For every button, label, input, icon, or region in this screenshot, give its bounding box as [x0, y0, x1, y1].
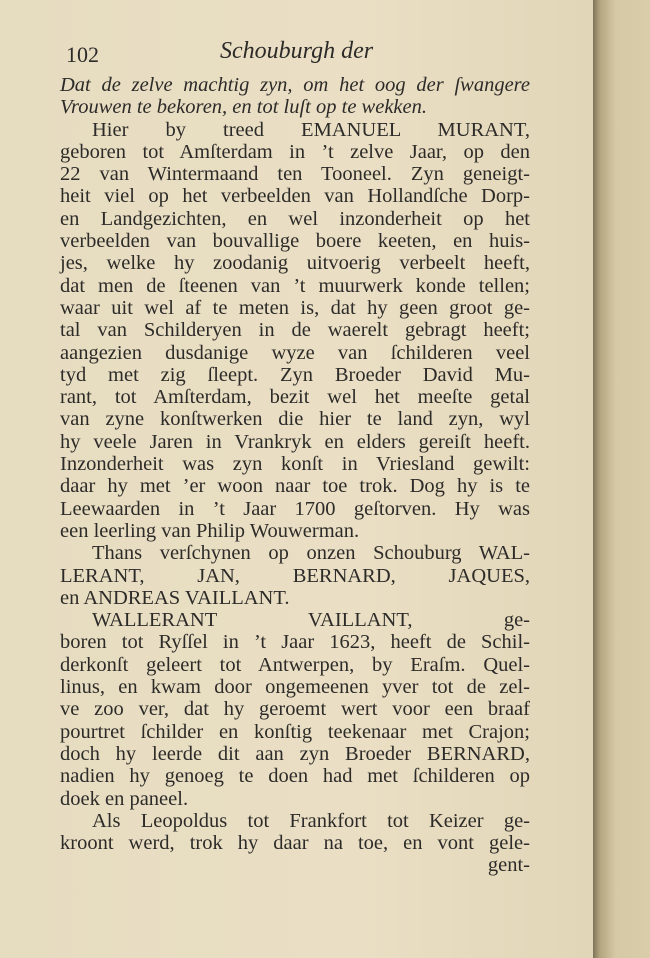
text-line: kroont werd, trok hy daar na toe, en vont gele- — [60, 832, 530, 855]
text-line: aangezien dusdanige wyze van ſchilderen veel — [60, 341, 530, 364]
text-line: 22 van Wintermaand ten Tooneel. Zyn geneigt- — [60, 163, 530, 186]
text-line: linus, en kwam door ongemeenen yver tot de zel- — [60, 676, 530, 699]
catchword: gent- — [487, 854, 530, 877]
page-text — [60, 38, 530, 877]
text-line: Vrouwen te bekoren, en tot luſt op te wekken. — [60, 96, 427, 119]
text-line: en Landgezichten, en wel inzonderheit op het — [60, 207, 530, 230]
text-line: dat men de ſteenen van ’t muurwerk konde tellen; — [60, 274, 530, 297]
text-line: ve zoo ver, dat hy geroemt wert voor een braaf — [60, 698, 530, 721]
page-header — [60, 38, 530, 74]
page-number: 102 — [66, 42, 99, 67]
text-line: van zyne konſtwerken die hier te land zyn, wyl — [60, 408, 530, 431]
text-line: heit viel op het verbeelden van Hollandſche Dorp- — [60, 185, 530, 208]
text-line: WALLERANT VAILLANT, ge- — [92, 609, 530, 632]
text-line: doch hy leerde dit aan zyn Broeder BERNARD, — [60, 742, 530, 765]
text-line: tyd met zig ſleept. Zyn Broeder David Mu- — [60, 363, 530, 386]
text-line: doek en paneel. — [60, 787, 189, 810]
page-gutter — [593, 0, 650, 958]
text-line: Leewaarden in ’t Jaar 1700 geſtorven. Hy was — [60, 497, 530, 520]
text-line: Inzonderheit was zyn konſt in Vriesland gewilt: — [60, 453, 530, 476]
text-line: waar uit wel af te meten is, dat hy geen groot ge- — [60, 296, 530, 319]
text-line: Dat de zelve machtig zyn, om het oog der ſwangere — [60, 74, 530, 96]
text-line: een leerling van Philip Wouwerman. — [60, 519, 360, 542]
text-line: nadien hy genoeg te doen had met ſchilderen op — [60, 765, 530, 788]
text-line: en ANDREAS VAILLANT. — [60, 586, 290, 609]
text-line: jes, welke hy zoodanig uitvoerig verbeelt heeft, — [60, 252, 530, 275]
text-line: Als Leopoldus tot Frankfort tot Keizer ge- — [92, 809, 530, 832]
text-line: LERANT, JAN, BERNARD, JAQUES, — [60, 564, 530, 587]
text-line: derkonſt geleert tot Antwerpen, by Eraſm. Quel- — [60, 653, 530, 676]
text-line: tal van Schilderyen in de waerelt gebragt heeft; — [60, 319, 530, 342]
text-line: Thans verſchynen op onzen Schouburg WAL- — [92, 542, 530, 565]
text-line: hy veele Jaren in Vrankryk en elders gereiſt heeft. — [60, 430, 530, 453]
text-line: boren tot Ryſſel in ’t Jaar 1623, heeft de Schil- — [60, 631, 530, 654]
text-line: rant, tot Amſterdam, bezit wel het meeſte getal — [60, 386, 530, 409]
running-head: Schouburgh der — [220, 38, 374, 64]
text-line: verbeelden van bouvallige boere keeten, en huis- — [60, 230, 530, 253]
text-line: geboren tot Amſterdam in ’t zelve Jaar, op den — [60, 140, 530, 163]
text-line: daar hy met ’er woon naar toe trok. Dog hy is te — [60, 475, 530, 498]
text-line: pourtret ſchilder en konſtig teekenaar met Crajon; — [60, 720, 530, 743]
text-line: Hier by treed EMANUEL MURANT, — [92, 118, 530, 141]
